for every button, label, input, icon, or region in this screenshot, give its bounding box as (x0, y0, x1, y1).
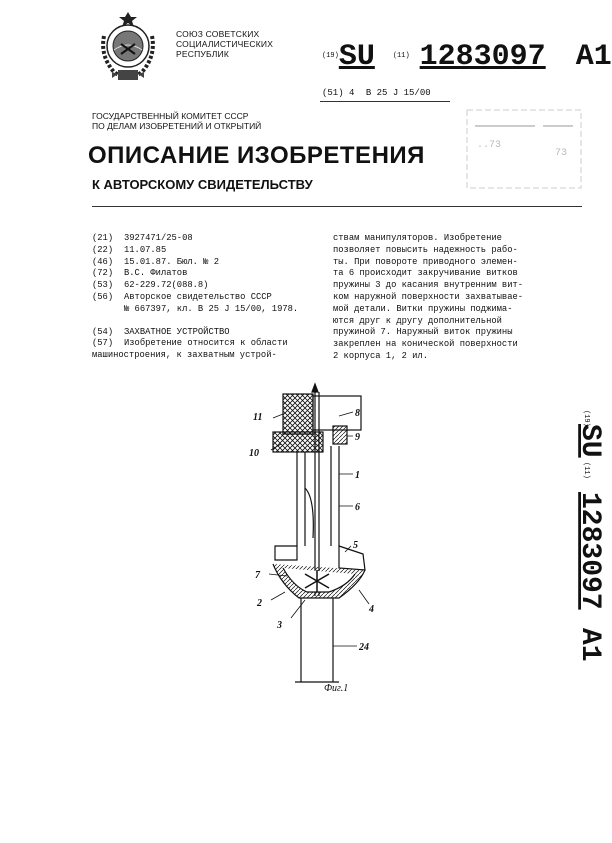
stamp-text: ..73 (477, 140, 502, 151)
invention-title-text: ЗАХВАТНОЕ УСТРОЙСТВО (124, 326, 230, 337)
state-name (176, 29, 273, 59)
country: SU (338, 39, 375, 74)
biblio-code: (21) (92, 233, 114, 243)
abstract-line: ются друг к другу дополнительной (333, 315, 502, 326)
biblio-text: 62-229.72(088.8) (124, 280, 209, 291)
part-label: 4 (369, 604, 374, 615)
number-code: (11) (392, 52, 410, 60)
part-label: 7 (255, 570, 260, 581)
committee-line: ГОСУДАРСТВЕННЫЙ КОМИТЕТ СССР (92, 111, 249, 121)
committee-name (92, 111, 261, 131)
part-label: 8 (355, 408, 360, 419)
abstract-text: машиностроения, к захватным устрой- (92, 350, 277, 361)
abstract-line: ствам манипуляторов. Изобретение (333, 233, 502, 243)
biblio-code: (22) (92, 244, 114, 255)
abstract-line: 2 корпуса 1, 2 ил. (333, 350, 429, 361)
state-line: СОЮЗ СОВЕТСКИХ (176, 29, 260, 39)
biblio-text: В.С. Филатов (124, 268, 188, 279)
ipc-code: (51) 4 (322, 88, 355, 98)
side-number-code: (11) (582, 462, 590, 479)
part-label: 2 (257, 598, 262, 609)
part-label: 6 (355, 502, 360, 513)
committee-line: ПО ДЕЛАМ ИЗОБРЕТЕНИЙ И ОТКРЫТИЙ (92, 121, 262, 131)
abstract-line (92, 338, 327, 350)
ipc-value: B 25 J 15/00 (365, 88, 431, 98)
abstract-line: ты. При повороте приводного элемен- (333, 256, 518, 267)
country-code: (19) (322, 52, 339, 60)
biblio-code: (53) (92, 280, 114, 291)
abstract-text: Изобретение относится к области (124, 338, 288, 349)
side-country: SU (574, 424, 605, 458)
biblio-code: (72) (92, 268, 114, 279)
abstract-line: закреплен на конической поверхности (333, 339, 518, 350)
biblio-code: (57) (92, 338, 114, 349)
part-label: 11 (253, 412, 263, 423)
ipc-classification (322, 88, 431, 98)
biblio-row (92, 304, 327, 316)
part-label: 10 (249, 448, 259, 459)
biblio-row (92, 292, 327, 304)
biblio-code: (56) (92, 291, 114, 302)
biblio-text: 11.07.85 (124, 244, 167, 255)
biblio-code: (54) (92, 326, 114, 337)
abstract-continuation (333, 233, 548, 363)
abstract-line (92, 350, 327, 362)
biblio-row (92, 233, 327, 245)
ipc-underline (320, 101, 450, 102)
biblio-text: 3927471/25-08 (124, 233, 193, 243)
side-kind-code: A1 (574, 628, 605, 662)
part-label: 5 (353, 540, 358, 551)
biblio-code: (46) (92, 256, 114, 267)
kind-code: A1 (575, 39, 612, 74)
biblio-row (92, 245, 327, 257)
biblio-row (92, 257, 327, 269)
abstract-line: пружиной 7. Наружный виток пружины (333, 327, 513, 338)
bibliographic-data (92, 233, 327, 362)
document-title: ОПИСАНИЕ ИЗОБРЕТЕНИЯ (88, 142, 425, 169)
patent-number: 1283097 (419, 39, 546, 74)
side-country-code: (19) (582, 410, 590, 427)
side-patent-number (555, 408, 605, 668)
figure-drawing (235, 378, 405, 703)
side-patent-number-text: 1283097 (574, 492, 605, 610)
biblio-row (92, 280, 327, 292)
biblio-text: № 667397, кл. B 25 J 15/00, 1978. (124, 303, 299, 314)
header-rule (92, 206, 582, 207)
part-label: 9 (355, 432, 360, 443)
state-line: РЕСПУБЛИК (176, 49, 230, 59)
abstract-line: ком наружной поверхности захватывае- (333, 291, 524, 302)
stamp-text: 73 (555, 148, 568, 159)
invention-title (92, 327, 327, 339)
biblio-row (92, 268, 327, 280)
abstract-line: пружины 3 до касания внутренним вит- (333, 280, 524, 291)
biblio-text: Авторское свидетельство СССР (124, 291, 272, 302)
part-label: 24 (359, 642, 369, 653)
abstract-line: мой детали. Витки пружины поджима- (333, 303, 513, 314)
publication-number (322, 40, 612, 73)
library-stamp (465, 108, 583, 190)
document-subtitle: К АВТОРСКОМУ СВИДЕТЕЛЬСТВУ (92, 177, 313, 192)
ussr-emblem (92, 6, 164, 86)
biblio-text: 15.01.87. Бюл. № 2 (124, 256, 220, 267)
part-label: 3 (277, 620, 282, 631)
abstract-line: та 6 происходит закручивание витков (333, 268, 518, 279)
state-line: СОЦИАЛИСТИЧЕСКИХ (176, 39, 274, 49)
biblio-code (92, 304, 124, 316)
part-label: 1 (355, 470, 360, 481)
abstract-line: позволяет повысить надежность рабо- (333, 244, 518, 255)
figure-caption: Фиг.1 (324, 683, 349, 694)
